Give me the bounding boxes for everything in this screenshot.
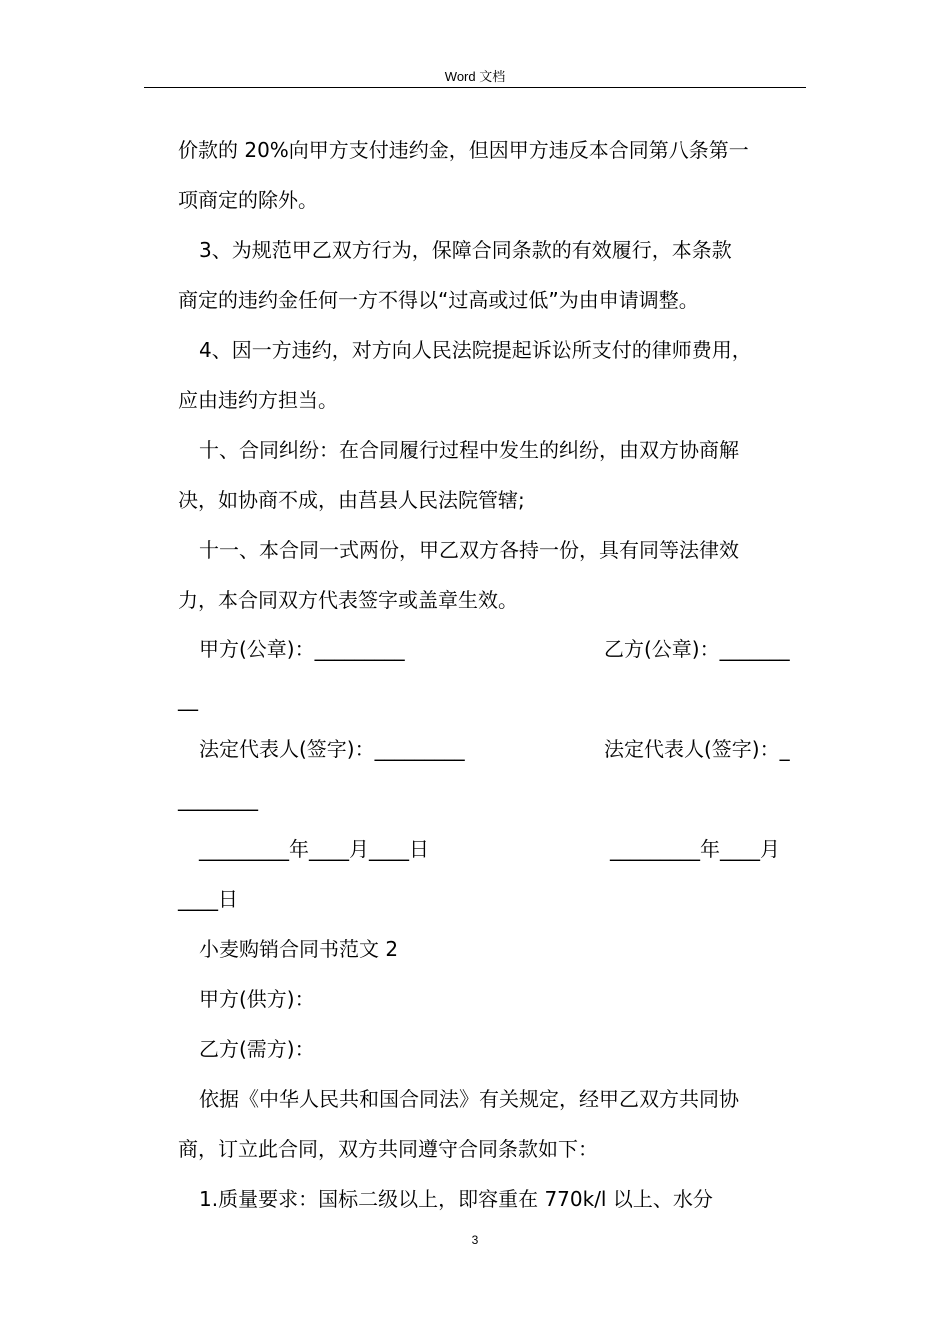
party-b-seal-field: 乙方(公章)：_______ (604, 637, 790, 661)
page-number: 3 (471, 1233, 479, 1247)
paragraph-line: 1.质量要求：国标二级以上，即容重在 770k/l 以上、水分 (199, 1187, 713, 1211)
party-b-rep-field: 法定代表人(签字)：_ (604, 737, 790, 761)
header-title: Word 文档 (444, 69, 506, 84)
party-b-rep-field-cont: ________ (178, 787, 258, 811)
paragraph-line: 应由违约方担当。 (178, 388, 338, 412)
party-b-seal-field-cont: __ (178, 687, 198, 711)
party-b-date-field-cont: ____日 (178, 887, 238, 911)
party-a-rep-field: 法定代表人(签字)：_________ (199, 737, 465, 761)
party-a-line: 甲方(供方)： (199, 987, 315, 1011)
paragraph-line: 决，如协商不成，由莒县人民法院管辖; (178, 488, 525, 512)
paragraph-line: 商，订立此合同，双方共同遵守合同条款如下： (178, 1137, 598, 1161)
section-title: 小麦购销合同书范文 2 (199, 937, 399, 961)
paragraph-line: 价款的 20%向甲方支付违约金，但因甲方违反本合同第八条第一 (178, 138, 749, 162)
header-divider (144, 87, 806, 88)
party-b-date-field: _________年____月 (610, 837, 780, 861)
paragraph-line: 项商定的除外。 (178, 188, 318, 212)
paragraph-line: 4、因一方违约，对方向人民法院提起诉讼所支付的律师费用， (199, 338, 752, 362)
paragraph-line: 十一、本合同一式两份，甲乙双方各持一份，具有同等法律效 (199, 538, 739, 562)
party-a-date-field: _________年____月____日 (199, 837, 429, 861)
party-b-line: 乙方(需方)： (199, 1037, 315, 1061)
paragraph-line: 商定的违约金任何一方不得以“过高或过低”为由申请调整。 (178, 288, 699, 312)
paragraph-line: 十、合同纠纷：在合同履行过程中发生的纠纷，由双方协商解 (199, 438, 739, 462)
paragraph-line: 力，本合同双方代表签字或盖章生效。 (178, 588, 518, 612)
party-a-seal-field: 甲方(公章)：_________ (199, 637, 405, 661)
paragraph-line: 依据《中华人民共和国合同法》有关规定，经甲乙双方共同协 (199, 1087, 739, 1111)
paragraph-line: 3、为规范甲乙双方行为，保障合同条款的有效履行，本条款 (199, 238, 732, 262)
